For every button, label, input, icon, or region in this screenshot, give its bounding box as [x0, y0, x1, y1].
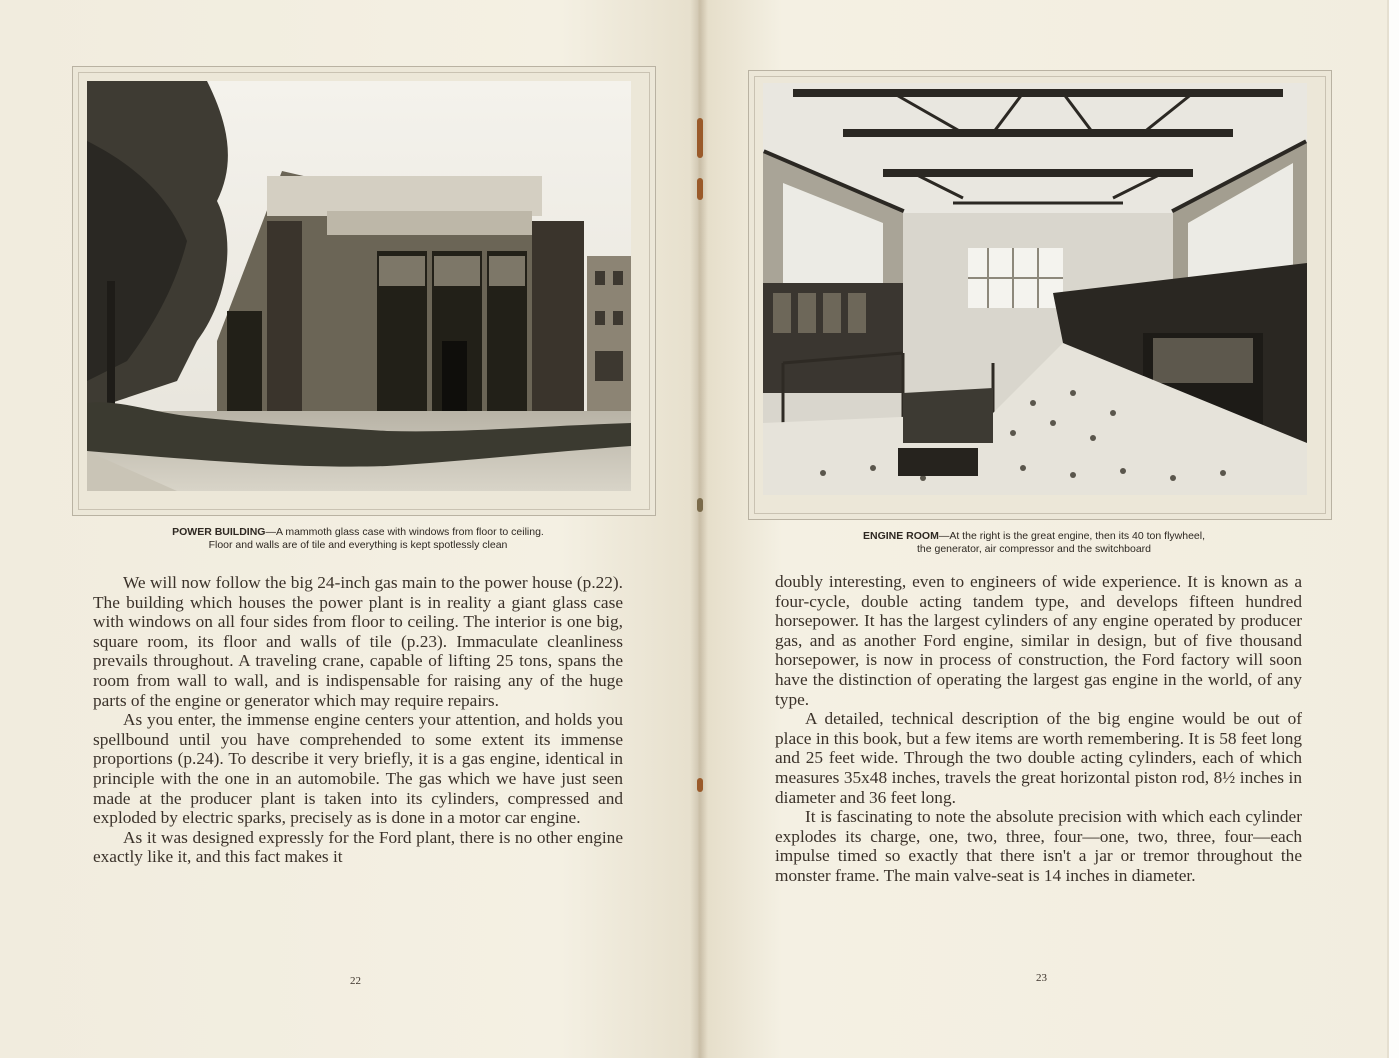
scan-edge: [1387, 0, 1399, 1058]
page-number: 23: [1036, 972, 1047, 984]
caption-line2: the generator, air compressor and the switchboard: [916, 543, 1152, 555]
caption-title: ENGINE ROOM: [863, 530, 939, 542]
paragraph: We will now follow the big 24-inch gas main to the power house (p.22). The building which houses the power plant is in reality a giant glass case with windows on all four sides from floor to ceiling. The interior is one big, square room, its floor and walls of tile (p.23). Immaculate cleanliness prevails throughout. A traveling crane, capable of lifting 25 tons, spans the room from wall to wall, and is indispensable for raising any of the huge parts of the engine or generator which may require repairs.: [93, 573, 623, 710]
paragraph: doubly interesting, even to engineers of wide experience. It is known as a four-cycle, double acting tandem type, and develops fifteen hundred horsepower. It has the largest cylinders of any engine operated by producer gas, and as another Ford engine, similar in design, but of five thousand horsepower, is now in process of construction, the Ford factory will soon have the distinction of operating the largest gas engine in the world, of any type.: [775, 572, 1302, 709]
right-body-text: [775, 572, 1302, 886]
caption-line2: Floor and walls are of tile and everything is kept spotlessly clean: [208, 539, 508, 551]
binding-tear-mark: [697, 178, 703, 200]
book-gutter: [690, 0, 708, 1058]
left-body-text: [93, 573, 623, 867]
binding-tear-mark: [697, 778, 703, 792]
paragraph: It is fascinating to note the absolute precision with which each cylinder explodes its charge, one, two, three, four—one, two, three, four—each impulse timed so exactly that there isn't a jar or tremor throughout the monster frame. The main valve-seat is 14 inches in diameter.: [775, 807, 1302, 885]
engine-room-photo: [763, 83, 1307, 495]
engine-room-caption: [748, 530, 1320, 556]
caption-text: —At the right is the great engine, then its 40 ton flywheel,: [938, 530, 1205, 542]
paragraph: As it was designed expressly for the Ford plant, there is no other engine exactly like it, and this fact makes it: [93, 827, 623, 867]
power-building-photo-frame: [72, 66, 656, 516]
paragraph: A detailed, technical description of the big engine would be out of place in this book, but a few items are worth remembering. It is 58 feet long and 25 feet wide. Through the two double acting cylinders, each of which measures 35x48 inches, travels the great horizontal piston rod, 8½ inches in diameter and 36 feet long.: [775, 709, 1302, 807]
binding-tear-mark: [697, 118, 703, 158]
caption-text: —A mammoth glass case with windows from floor to ceiling.: [265, 526, 544, 538]
engine-room-photo-frame: [748, 70, 1332, 520]
power-building-caption: [72, 526, 644, 552]
caption-title: POWER BUILDING: [172, 526, 266, 538]
binding-tear-mark: [697, 498, 703, 512]
power-building-photo: [87, 81, 631, 491]
page-number: 22: [350, 975, 361, 987]
paragraph: As you enter, the immense engine centers your attention, and holds you spellbound until you have comprehended to some extent its immense proportions (p.24). To describe it very briefly, it is a gas engine, identical in principle with the one in an automobile. The gas which we have just seen made at the producer plant is taken into its cylinders, compressed and exploded by electric sparks, precisely as is done in a motor car engine.: [93, 710, 623, 828]
